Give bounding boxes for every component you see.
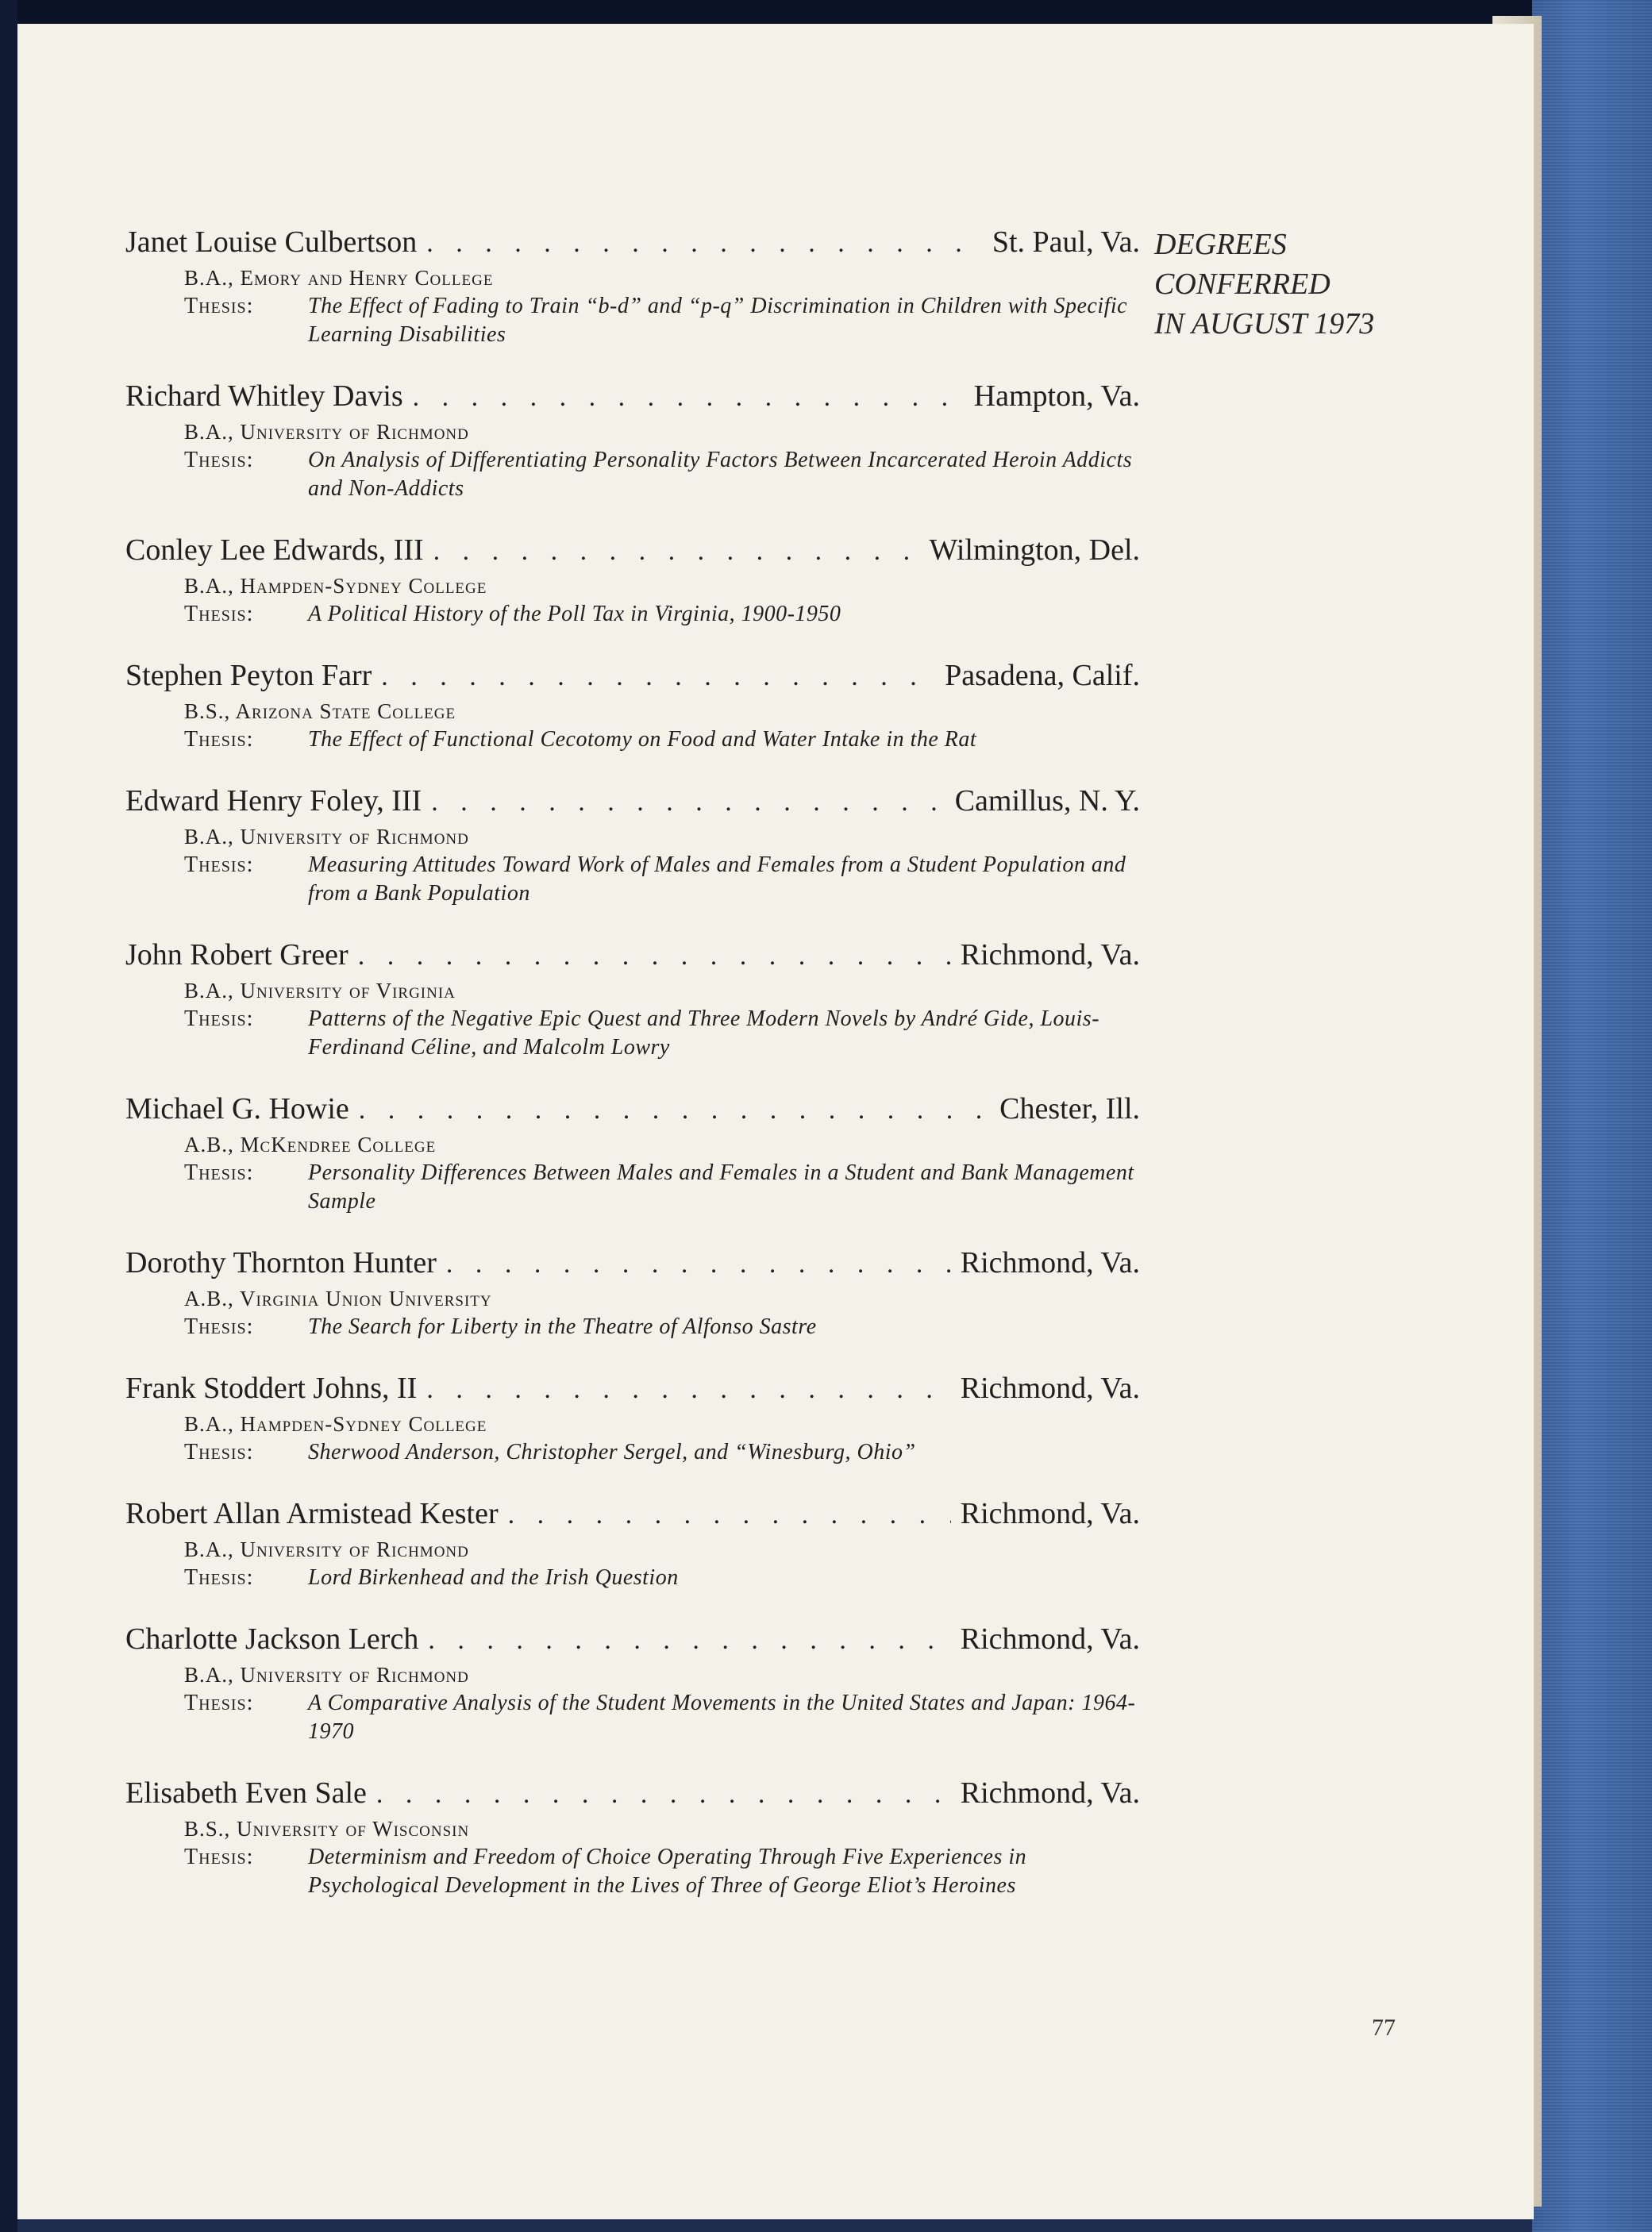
thesis-title: On Analysis of Differentiating Personality Factors Between Incarcerated Heroin Addicts and Non-Addicts [308,448,1133,501]
hometown: Pasadena, Calif. [945,659,1140,692]
thesis-label: Thesis: [184,1845,254,1869]
thesis-label: Thesis: [184,1006,254,1031]
prior-degree: B.A., Hampden-Sydney College [184,1412,487,1436]
dot-leader [426,1370,950,1410]
graduate-name: Stephen Peyton Farr [125,659,372,692]
degree-entry [125,781,1140,908]
graduate-name: Richard Whitley Davis [125,379,403,413]
thesis-title: Determinism and Freedom of Choice Operating Through Five Experiences in Psychological Development in the Lives of Three of George Eliot’s Heroines [308,1845,1027,1898]
photo-top-edge [0,0,1652,25]
prior-degree: B.A., University of Richmond [184,825,469,849]
degree-list [125,222,1140,1927]
degree-entry [125,656,1140,754]
thesis-title: Personality Differences Between Males and Females in a Student and Bank Management Sample [308,1160,1134,1214]
prior-degree: B.A., University of Virginia [184,979,456,1002]
dot-leader [508,1495,951,1535]
degree-entry [125,1773,1140,1900]
thesis-label: Thesis: [184,852,254,877]
graduate-name: Frank Stoddert Johns, II [125,1372,418,1405]
photo-left-edge [0,0,17,2232]
thesis-title: The Effect of Functional Cecotomy on Food and Water Intake in the Rat [308,727,977,752]
side-heading [1154,225,1504,344]
graduate-name: Conley Lee Edwards, III [125,533,424,567]
dot-leader [431,783,945,822]
graduate-name: Robert Allan Armistead Kester [125,1497,499,1530]
thesis-label: Thesis: [184,1160,254,1185]
thesis-label: Thesis: [184,294,254,318]
thesis-title: A Comparative Analysis of the Student Movements in the United States and Japan: 1964-1970 [308,1691,1136,1744]
prior-degree: A.B., Virginia Union University [184,1287,492,1310]
prior-degree: B.A., Hampden-Sydney College [184,574,487,598]
side-heading-line: CONFERRED [1154,267,1330,301]
thesis-title: Lord Birkenhead and the Irish Question [308,1565,679,1590]
book-binding [1532,0,1652,2232]
thesis-title: Patterns of the Negative Epic Quest and Three Modern Novels by André Gide, Louis-Ferdinand Céline, and Malcolm Lowry [308,1006,1100,1060]
thesis-label: Thesis: [184,1440,254,1464]
dot-leader [358,937,951,976]
graduate-name: John Robert Greer [125,938,348,972]
hometown: Camillus, N. Y. [954,784,1140,818]
graduate-name: Dorothy Thornton Hunter [125,1246,437,1280]
graduate-name: Elisabeth Even Sale [125,1776,367,1810]
prior-degree: B.A., Emory and Henry College [184,266,494,290]
hometown: St. Paul, Va. [992,225,1140,259]
side-heading-line: DEGREES [1154,228,1287,261]
thesis-label: Thesis: [184,1691,254,1715]
dot-leader [376,1775,951,1814]
degree-entry [125,1089,1140,1216]
degree-entry [125,1619,1140,1746]
prior-degree: B.A., University of Richmond [184,1537,469,1561]
degree-entry [125,1494,1140,1592]
prior-degree: B.S., Arizona State College [184,699,456,723]
hometown: Richmond, Va. [960,938,1140,972]
hometown: Wilmington, Del. [929,533,1140,567]
prior-degree: B.A., University of Richmond [184,1663,469,1687]
dot-leader [359,1091,990,1130]
thesis-label: Thesis: [184,448,254,472]
degree-entry [125,222,1140,349]
dot-leader [413,378,965,418]
thesis-label: Thesis: [184,1565,254,1590]
graduate-name: Charlotte Jackson Lerch [125,1622,419,1656]
thesis-label: Thesis: [184,727,254,752]
degree-entry [125,1243,1140,1341]
hometown: Richmond, Va. [960,1776,1140,1810]
hometown: Richmond, Va. [960,1622,1140,1656]
prior-degree: A.B., McKendree College [184,1133,437,1156]
dot-leader [428,1621,950,1661]
thesis-label: Thesis: [184,1314,254,1339]
hometown: Hampton, Va. [973,379,1140,413]
dot-leader [446,1245,951,1284]
hometown: Richmond, Va. [960,1246,1140,1280]
dot-leader [433,532,920,571]
side-heading-line: IN AUGUST 1973 [1154,307,1375,341]
prior-degree: B.S., University of Wisconsin [184,1817,470,1841]
book-page [17,24,1534,2219]
dot-leader [426,224,983,264]
graduate-name: Michael G. Howie [125,1092,349,1126]
degree-entry [125,1368,1140,1467]
degree-entry [125,376,1140,503]
degree-entry [125,935,1140,1062]
prior-degree: B.A., University of Richmond [184,420,469,444]
thesis-title: A Political History of the Poll Tax in Virginia, 1900-1950 [308,602,841,626]
thesis-title: Sherwood Anderson, Christopher Sergel, and “Winesburg, Ohio” [308,1440,916,1464]
thesis-title: The Effect of Fading to Train “b-d” and “p-q” Discrimination in Children with Specific Learning Disabilities [308,294,1128,347]
thesis-title: Measuring Attitudes Toward Work of Males and Females from a Student Population and from a Bank Population [308,852,1126,906]
thesis-label: Thesis: [184,602,254,626]
page-number: 77 [1372,2015,1396,2041]
hometown: Richmond, Va. [960,1372,1140,1405]
degree-entry [125,530,1140,629]
hometown: Chester, Ill. [999,1092,1140,1126]
thesis-title: The Search for Liberty in the Theatre of Alfonso Sastre [308,1314,817,1339]
dot-leader [381,657,935,697]
graduate-name: Edward Henry Foley, III [125,784,422,818]
hometown: Richmond, Va. [960,1497,1140,1530]
graduate-name: Janet Louise Culbertson [125,225,418,259]
